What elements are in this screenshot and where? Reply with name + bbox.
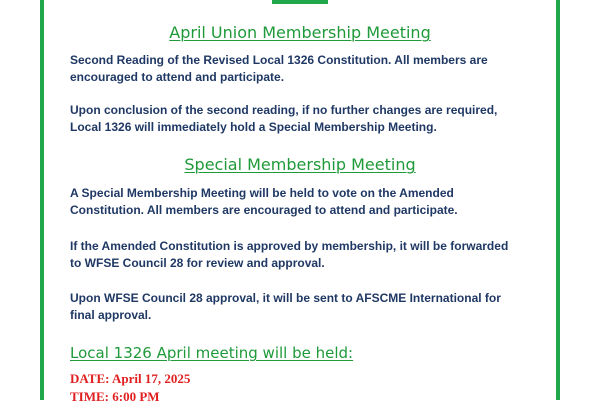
april-meeting-heading: April Union Membership Meeting xyxy=(169,23,431,42)
paragraph-line: If the Amended Constitution is approved by membership, it will be forwarded xyxy=(70,239,509,253)
constitution-reading-paragraph xyxy=(70,52,550,86)
right-border xyxy=(556,0,560,400)
meeting-time: TIME: 6:00 PM xyxy=(70,389,160,404)
paragraph-line: Upon conclusion of the second reading, if no further changes are required, xyxy=(70,103,498,117)
paragraph-line: Upon WFSE Council 28 approval, it will be sent to AFSCME International for xyxy=(70,291,501,305)
meeting-date: DATE: April 17, 2025 xyxy=(70,371,191,386)
meeting-details-heading: Local 1326 April meeting will be held: xyxy=(70,344,354,362)
approval-paragraph xyxy=(70,238,550,272)
paragraph-line: Local 1326 will immediately hold a Special Membership Meeting. xyxy=(70,120,437,134)
special-meeting-paragraph xyxy=(70,185,550,219)
paragraph-line: Second Reading of the Revised Local 1326 Constitution. All members are xyxy=(70,53,488,67)
flyer-content xyxy=(46,0,554,404)
paragraph-line: to WFSE Council 28 for review and approval. xyxy=(70,256,325,270)
special-meeting-heading: Special Membership Meeting xyxy=(184,155,416,174)
second-reading-paragraph xyxy=(70,102,550,136)
afscme-paragraph xyxy=(70,290,550,324)
left-border xyxy=(40,0,44,400)
paragraph-line: final approval. xyxy=(70,308,152,322)
paragraph-line: A Special Membership Meeting will be held to vote on the Amended xyxy=(70,186,454,200)
paragraph-line: encouraged to attend and participate. xyxy=(70,70,285,84)
paragraph-line: Constitution. All members are encouraged to attend and participate. xyxy=(70,203,458,217)
